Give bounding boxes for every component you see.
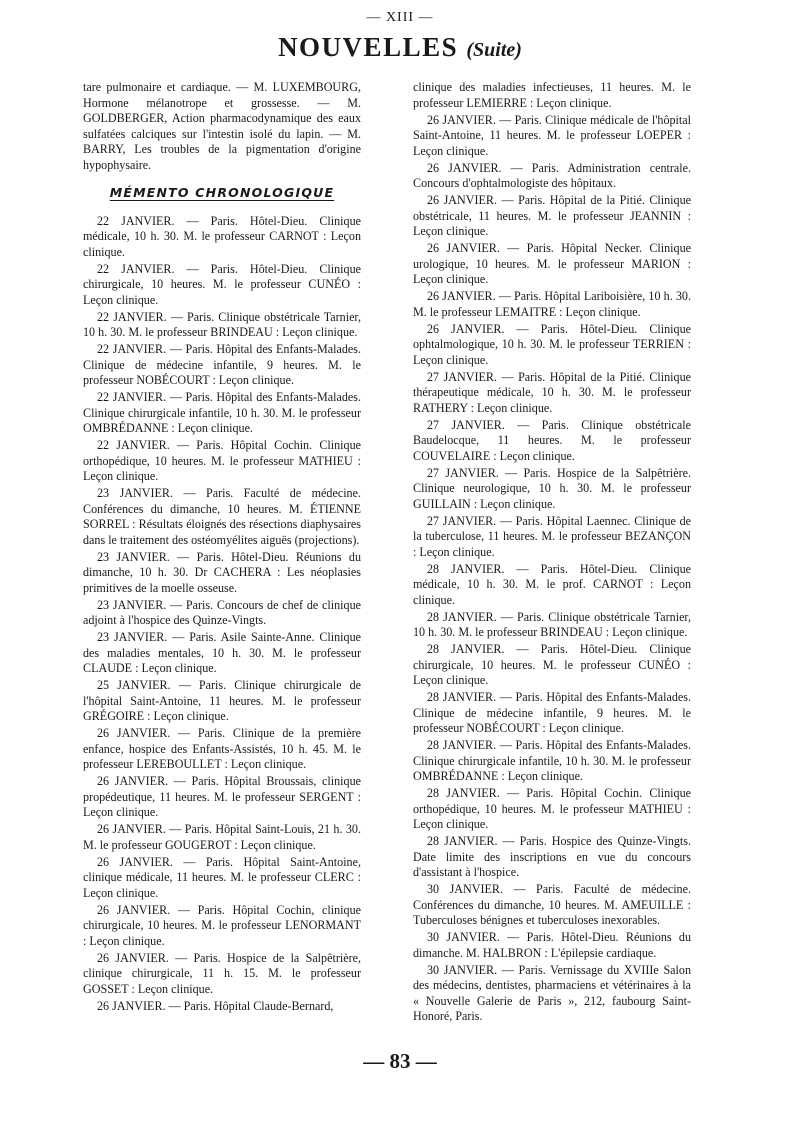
memento-entry: 26 JANVIER. — Paris. Hôpital de la Pitié. Clinique obstétricale, 11 heures. M. le professeur JEANNIN : Leçon clinique.: [413, 193, 691, 238]
memento-entry: 26 JANVIER. — Paris. Hôpital Necker. Clinique urologique, 10 heures. M. le professeur MARION : Leçon clinique.: [413, 241, 691, 286]
memento-entry: 28 JANVIER. — Paris. Hôpital des Enfants-Malades. Clinique chirurgicale infantile, 10 h. 30. M. le professeur OMBRÉDANNE : Leçon clinique.: [413, 738, 691, 783]
memento-entry: 30 JANVIER. — Paris. Faculté de médecine. Conférences du dimanche, 10 heures. M. AMEUILLE : Tuberculoses bénignes et tuberculoses inexorables.: [413, 882, 691, 927]
memento-entry: 23 JANVIER. — Paris. Concours de chef de clinique adjoint à l'hospice des Quinze-Vingts.: [83, 597, 361, 627]
title-suffix: (Suite): [466, 39, 522, 61]
section-heading: MÉMENTO CHRONOLOGIQUE: [109, 185, 335, 200]
continued-paragraph: tare pulmonaire et cardiaque. — M. LUXEMBOURG, Hormone mélanotrope et grossesse. — M. GOLDBERGER, Action pharmacodynamique des eaux sulfatées calciques sur l'intestin isolé du lapin. — M. BARRY, Les troubles de la pigmentation d'origine hypophysaire.: [83, 80, 361, 172]
memento-entry: 30 JANVIER. — Paris. Vernissage du XVIIIe Salon des médecins, dentistes, pharmaciens et vétérinaires à la « Nouvelle Galerie de Paris », 212, faubourg Saint-Honoré, Paris.: [413, 962, 691, 1023]
memento-entry: 22 JANVIER. — Paris. Hôpital des Enfants-Malades. Clinique de médecine infantile, 9 heures. M. le professeur NOBÉCOURT : Leçon clinique.: [83, 342, 361, 387]
memento-entry: 26 JANVIER. — Paris. Hôpital Cochin, clinique chirurgicale, 10 heures. M. le professeur LENORMANT : Leçon clinique.: [83, 902, 361, 948]
memento-entry: 23 JANVIER. — Paris. Asile Sainte-Anne. Clinique des maladies mentales, 10 h. 30. M. le professeur CLAUDE : Leçon clinique.: [83, 630, 361, 675]
title-text: NOUVELLES: [278, 32, 459, 62]
memento-entry: 28 JANVIER. — Paris. Hôtel-Dieu. Clinique chirurgicale, 10 heures. M. le professeur CUNÉO : Leçon clinique.: [413, 642, 691, 687]
memento-entry: 22 JANVIER. — Paris. Hôpital des Enfants-Malades. Clinique chirurgicale infantile, 10 h. 30. M. le professeur OMBRÉDANNE : Leçon clinique.: [83, 390, 361, 435]
memento-entry: 28 JANVIER. — Paris. Hôpital Cochin. Clinique orthopédique, 10 heures. M. le professeur MATHIEU : Leçon clinique.: [413, 786, 691, 831]
memento-entry: 22 JANVIER. — Paris. Hôtel-Dieu. Clinique médicale, 10 h. 30. M. le professeur CARNOT : Leçon clinique.: [83, 213, 361, 259]
memento-entry: 28 JANVIER. — Paris. Clinique obstétricale Tarnier, 10 h. 30. M. le professeur BRINDEAU : Leçon clinique.: [413, 609, 691, 639]
memento-entry: 28 JANVIER. — Paris. Hôpital des Enfants-Malades. Clinique de médecine infantile, 9 heures. M. le professeur NOBÉCOURT : Leçon clinique.: [413, 690, 691, 735]
memento-entry: 26 JANVIER. — Paris. Clinique de la première enfance, hospice des Enfants-Assistés, 10 h. 45. M. le professeur LEREBOULLET : Leçon clinique.: [83, 726, 361, 771]
left-column: [83, 80, 361, 1016]
memento-entry: 26 JANVIER. — Paris. Administration centrale. Concours d'ophtalmologiste des hôpitaux.: [413, 160, 691, 190]
memento-entry: 27 JANVIER. — Paris. Clinique obstétricale Baudelocque, 11 heures. M. le professeur COUVELAIRE : Leçon clinique.: [413, 417, 691, 463]
memento-entry: 28 JANVIER. — Paris. Hôtel-Dieu. Clinique médicale, 10 h. 30. M. le prof. CARNOT : Leçon clinique.: [413, 561, 691, 607]
right-column: [413, 80, 691, 1026]
memento-entry: 23 JANVIER. — Paris. Faculté de médecine. Conférences du dimanche, 10 heures. M. ÉTIENNE SORREL : Résultats éloignés des résections diaphysaires dans le traitement des ostéomyélites aiguës (projections).: [83, 486, 361, 547]
memento-entry: 26 JANVIER. — Paris. Hôpital Claude-Bernard,: [97, 998, 334, 1013]
memento-entry: 26 JANVIER. — Paris. Hôpital Broussais, clinique propédeutique, 11 heures. M. le professeur SERGENT : Leçon clinique.: [83, 774, 361, 819]
memento-entry: 26 JANVIER. — Paris. Hospice de la Salpêtrière, clinique chirurgicale, 11 h. 15. M. le professeur GOSSET : Leçon clinique.: [83, 950, 361, 996]
memento-entry: 22 JANVIER. — Paris. Hôpital Cochin. Clinique orthopédique, 10 heures. M. le professeur MATHIEU : Leçon clinique.: [83, 438, 361, 483]
continued-paragraph: clinique des maladies infectieuses, 11 heures. M. le professeur LEMIERRE : Leçon clinique.: [413, 80, 691, 110]
memento-entry: 26 JANVIER. — Paris. Hôtel-Dieu. Clinique ophtalmologique, 10 h. 30. M. le professeur TERRIEN : Leçon clinique.: [413, 321, 691, 367]
memento-entry: 27 JANVIER. — Paris. Hôpital Laennec. Clinique de la tuberculose, 11 heures. M. le professeur BEZANÇON : Leçon clinique.: [413, 513, 691, 559]
memento-entry: 22 JANVIER. — Paris. Clinique obstétricale Tarnier, 10 h. 30. M. le professeur BRINDEAU : Leçon clinique.: [83, 309, 361, 339]
memento-entry: 28 JANVIER. — Paris. Hospice des Quinze-Vingts. Date limite des inscriptions en vue du concours d'assistant à l'hospice.: [413, 834, 691, 879]
memento-entry: 26 JANVIER. — Paris. Clinique médicale de l'hôpital Saint-Antoine, 11 heures. M. le professeur LOEPER : Leçon clinique.: [413, 112, 691, 158]
memento-entry: 22 JANVIER. — Paris. Hôtel-Dieu. Clinique chirurgicale, 10 heures. M. le professeur CUNÉO : Leçon clinique.: [83, 261, 361, 307]
memento-entry: 26 JANVIER. — Paris. Hôpital Saint-Louis, 21 h. 30. M. le professeur GOUGEROT : Leçon clinique.: [83, 822, 361, 852]
page-title: [0, 32, 800, 63]
memento-entry: 26 JANVIER. — Paris. Hôpital Saint-Antoine, clinique médicale, 11 heures. M. le professeur CLERC : Leçon clinique.: [83, 854, 361, 900]
memento-entry: 25 JANVIER. — Paris. Clinique chirurgicale de l'hôpital Saint-Antoine, 11 heures. M. le professeur GRÉGOIRE : Leçon clinique.: [83, 678, 361, 723]
page-number: — 83 —: [363, 1049, 437, 1073]
memento-entry: 26 JANVIER. — Paris. Hôpital Lariboisière, 10 h. 30. M. le professeur LEMAITRE : Leçon clinique.: [413, 289, 691, 319]
memento-entry: 23 JANVIER. — Paris. Hôtel-Dieu. Réunions du dimanche, 10 h. 30. Dr CACHERA : Les néoplasies primitives de la moelle osseuse.: [83, 549, 361, 595]
roman-folio: — XIII —: [366, 10, 434, 25]
memento-entry: 30 JANVIER. — Paris. Hôtel-Dieu. Réunions du dimanche. M. HALBRON : L'épilepsie cardiaque.: [413, 930, 691, 960]
memento-entry: 27 JANVIER. — Paris. Hôpital de la Pitié. Clinique thérapeutique médicale, 10 h. 30. M. le professeur RATHERY : Leçon clinique.: [413, 369, 691, 415]
memento-entry: 27 JANVIER. — Paris. Hospice de la Salpêtrière. Clinique neurologique, 10 h. 30. M. le professeur GUILLAIN : Leçon clinique.: [413, 465, 691, 511]
